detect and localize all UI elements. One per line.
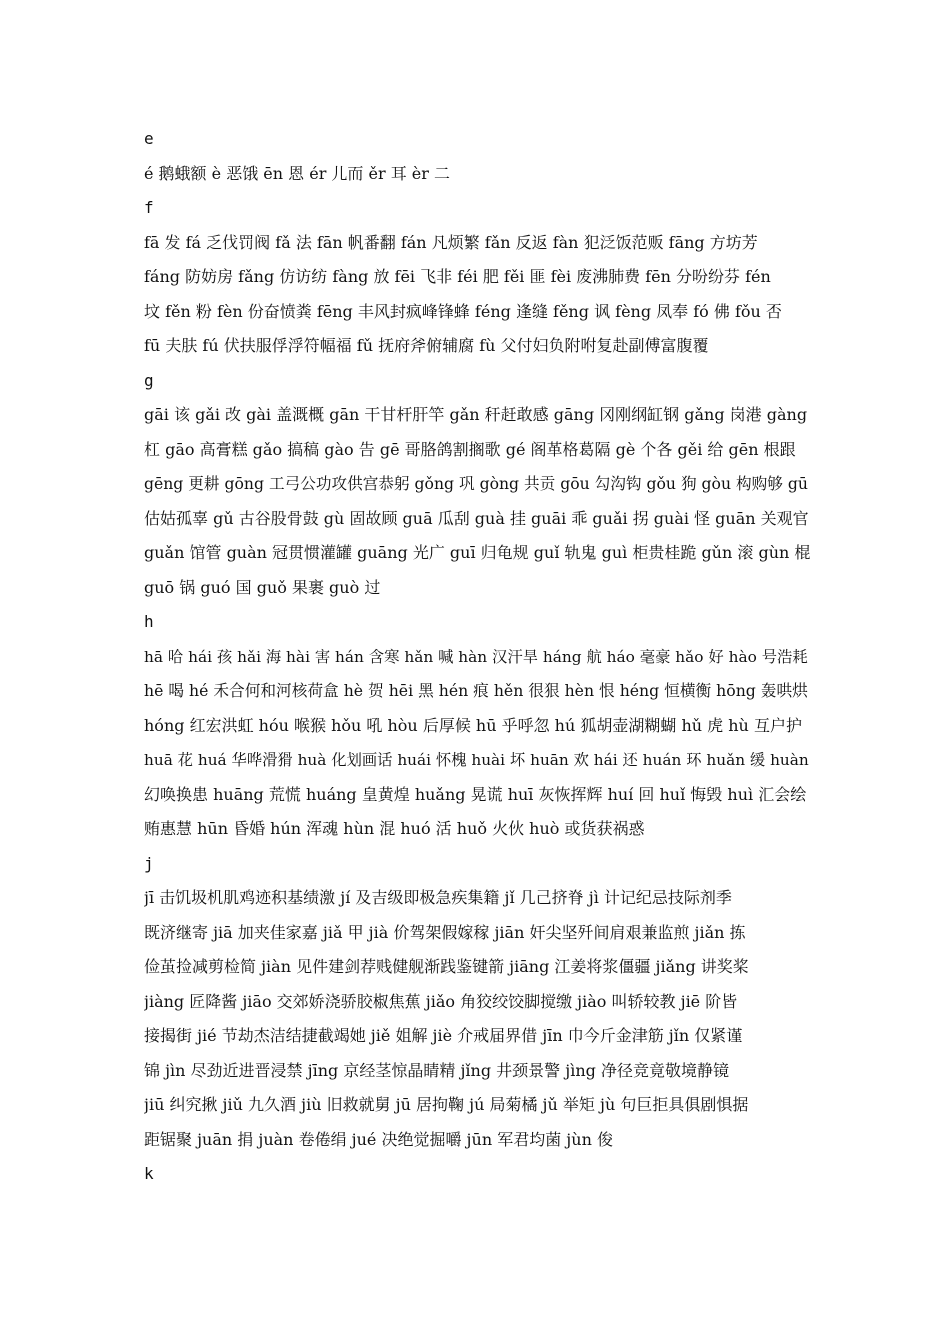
text-line: 估姑孤辜 gǔ 古谷股骨鼓 gù 固故顾 guā 瓜刮 guà 挂 guāi 乖 guǎi 拐 guài 怪 guān 关观官 xyxy=(144,508,809,528)
text-line: jiū 纠究揪 jiǔ 九久酒 jiù 旧救就舅 jū 居拘鞠 jú 局菊橘 jǔ 举矩 jù 句巨拒具俱剧惧据 xyxy=(144,1095,749,1114)
text-line: hā 哈 hái 孩 hǎi 海 hài 害 hán 含寒 hǎn 喊 hàn 汉汗旱 háng 航 háo 毫豪 hǎo 好 hào 号浩耗 xyxy=(144,647,808,666)
text-line: 坟 fěn 粉 fèn 份奋愤粪 fēng 丰风封疯峰锋蜂 féng 逢缝 fěng 讽 fèng 凤奉 fó 佛 fǒu 否 xyxy=(144,301,782,321)
document-page xyxy=(144,122,812,1192)
text-line: 杠 gāo 高膏糕 gǎo 搞稿 gào 告 gē 哥胳鸽割搁歌 gé 阁革格葛隔 gè 个各 gěi 给 gēn 根跟 xyxy=(144,439,796,459)
section-j xyxy=(144,847,812,1158)
text-line: fū 夫肤 fú 伏扶服俘浮符幅福 fǔ 抚府斧俯辅腐 fù 父付妇负附咐复赴副傅富腹覆 xyxy=(144,336,709,355)
text-line: gēng 更耕 gōng 工弓公功攻供宫恭躬 gǒng 巩 gòng 共贡 gōu 勾沟钩 gǒu 狗 gòu 构购够 gū xyxy=(144,474,808,493)
section-letter: h xyxy=(144,612,154,631)
section-k xyxy=(144,1157,812,1192)
text-line: jī 击饥圾机肌鸡迹积基绩激 jí 及吉级即极急疾集籍 jǐ 几己挤脊 jì 计记纪忌技际剂季 xyxy=(144,888,732,907)
text-line: fáng 防妨房 fǎng 仿访纺 fàng 放 fēi 飞非 féi 肥 fěi 匪 fèi 废沸肺费 fēn 分吩纷芬 fén xyxy=(144,267,771,286)
section-letter: j xyxy=(144,853,154,873)
text-line: huā 花 huá 华哗滑猾 huà 化划画话 huái 怀槐 huài 坏 huān 欢 hái 还 huán 环 huǎn 缓 huàn xyxy=(144,751,809,769)
section-g xyxy=(144,364,812,606)
section-letter: e xyxy=(144,129,154,148)
text-line: 幻唤换患 huāng 荒慌 huáng 皇黄煌 huǎng 晃谎 huī 灰恢挥辉 huí 回 huǐ 悔毁 huì 汇会绘 xyxy=(144,784,807,804)
text-line: guǎn 馆管 guàn 冠贯惯灌罐 guāng 光广 guī 归龟规 guǐ 轨鬼 guì 柜贵桂跪 gǔn 滚 gùn 棍 xyxy=(144,543,811,562)
section-letter: k xyxy=(144,1164,154,1183)
section-letter: f xyxy=(144,198,154,217)
text-line: jiàng 匠降酱 jiāo 交郊娇浇骄胶椒焦蕉 jiǎo 角狡绞饺脚搅缴 jiào 叫轿较教 jiē 阶皆 xyxy=(144,991,738,1011)
section-letter: g xyxy=(144,370,154,390)
text-line: é 鹅蛾额 è 恶饿 ēn 恩 ér 儿而 ěr 耳 èr 二 xyxy=(144,163,451,183)
section-e xyxy=(144,122,812,191)
text-line: 距锯聚 juān 捐 juàn 卷倦绢 jué 决绝觉掘嚼 jūn 军君均菌 jùn 俊 xyxy=(144,1129,613,1149)
text-line: gāi 该 gǎi 改 gài 盖溉概 gān 干甘杆肝竿 gǎn 秆赶敢感 gāng 冈刚纲缸钢 gǎng 岗港 gàng xyxy=(144,405,808,424)
text-line: 贿惠慧 hūn 昏婚 hún 浑魂 hùn 混 huó 活 huǒ 火伙 huò 或货获祸惑 xyxy=(144,819,645,838)
text-line: 接揭街 jié 节劫杰洁结捷截竭她 jiě 姐解 jiè 介戒届界借 jīn 巾今斤金津筋 jǐn 仅紧谨 xyxy=(144,1026,743,1045)
text-line: hē 喝 hé 禾合何和河核荷盒 hè 贺 hēi 黑 hén 痕 hěn 很狠 hèn 恨 héng 恒横衡 hōng 轰哄烘 xyxy=(144,681,808,700)
section-f xyxy=(144,191,812,364)
text-line: 锦 jìn 尽劲近进晋浸禁 jīng 京经茎惊晶睛精 jǐng 井颈景警 jìng 净径竞竟敬境静镜 xyxy=(144,1060,729,1080)
text-line: guō 锅 guó 国 guǒ 果裹 guò 过 xyxy=(144,577,381,597)
text-line: hóng 红宏洪虹 hóu 喉猴 hǒu 吼 hòu 后厚候 hū 乎呼忽 hú 狐胡壶湖糊蝴 hǔ 虎 hù 互户护 xyxy=(144,715,802,735)
text-line: 既济继寄 jiā 加夹佳家嘉 jiǎ 甲 jià 价驾架假嫁稼 jiān 奸尖坚歼间肩艰兼监煎 jiǎn 拣 xyxy=(144,922,746,942)
text-line: fā 发 fá 乏伐罚阀 fǎ 法 fān 帆番翻 fán 凡烦繁 fǎn 反返 fàn 犯泛饭范贩 fāng 方坊芳 xyxy=(144,232,758,252)
section-h xyxy=(144,605,812,847)
text-line: 俭茧捡减剪检简 jiàn 见件建剑荐贱健舰渐践鉴键箭 jiāng 江姜将浆僵疆 jiǎng 讲奖桨 xyxy=(144,957,749,976)
